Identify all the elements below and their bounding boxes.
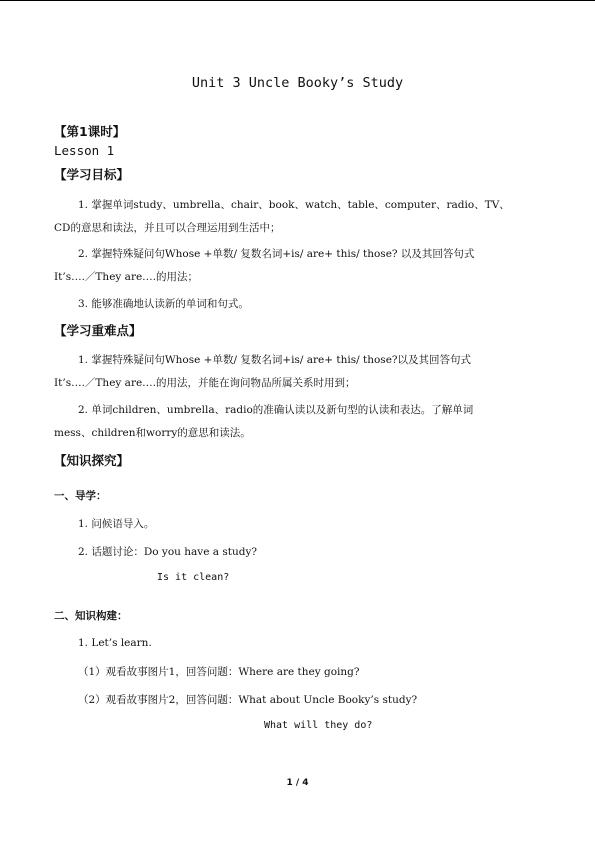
part1-item-2-cont: Is it clean? [157,572,230,583]
goals-item-1: 1. 掌握单词study、umbrella、chair、book、watch、table、computer、radio、TV、 [78,199,510,211]
part2-item-1: 1. Let’s learn. [78,637,152,649]
part2-question-2: （2）观看故事图片2，回答问题：What about Uncle Booky’s study? [78,694,418,706]
goals-item-1-cont: CD的意思和读法，并且可以合理运用到生活中； [54,222,281,234]
part2-heading: 二、知识构建： [54,610,128,622]
part1-item-1: 1. 问候语导入。 [78,518,155,530]
top-rule [0,0,595,1]
goals-item-2: 2. 掌握特殊疑问句Whose +单数/ 复数名词+is/ are+ this/ those? 以及其回答句式 [78,248,475,260]
key-points-heading: 【学习重难点】 [54,323,142,338]
part1-item-2: 2. 话题讨论：Do you have a study? [78,546,258,558]
goals-item-3: 3. 能够准确地认读新的单词和句式。 [78,298,249,310]
document-title: Unit 3 Uncle Booky’s Study [191,75,404,91]
lesson-label: Lesson 1 [54,143,115,158]
key-points-item-2-cont: mess、children和worry的意思和读法。 [54,427,251,439]
part2-question-2-cont: What will they do? [264,720,373,731]
part1-heading: 一、导学： [54,490,107,502]
part2-question-1: （1）观看故事图片1，回答问题：Where are they going? [78,666,360,678]
key-points-item-1: 1. 掌握特殊疑问句Whose +单数/ 复数名词+is/ are+ this/ those?以及其回答句式 [78,354,472,366]
section-period: 【第1课时】 [54,124,126,139]
key-points-item-2: 2. 单词children、umbrella、radio的准确认读以及新句型的认读和表达。了解单词 [78,404,474,416]
goals-heading: 【学习目标】 [54,167,130,182]
goals-item-2-cont: It’s….／They are….的用法； [54,271,199,283]
page-number: 1 / 4 [286,778,309,788]
key-points-item-1-cont: It’s….／They are….的用法，并能在询问物品所属关系时用到； [54,377,356,389]
explore-heading: 【知识探究】 [54,453,130,468]
